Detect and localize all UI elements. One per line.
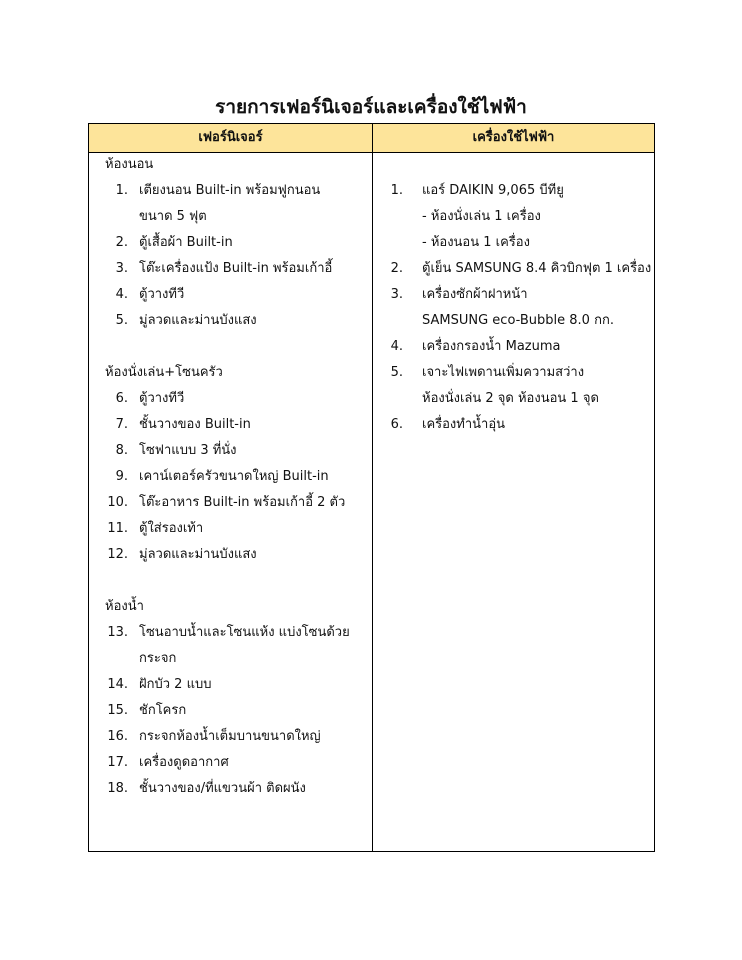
item-number: 3.: [390, 287, 403, 302]
list-item: กระจก: [139, 651, 177, 666]
list-item: เตียงนอน Built-in พร้อมฟูกนอน: [139, 183, 321, 198]
list-item: - ห้องนั่งเล่น 1 เครื่อง: [422, 209, 541, 224]
list-item: - ห้องนอน 1 เครื่อง: [422, 235, 530, 250]
item-number: 6.: [390, 417, 403, 432]
item-number: 18.: [107, 781, 128, 796]
list-item: เครื่องทำน้ำอุ่น: [422, 417, 506, 432]
item-number: 13.: [107, 625, 128, 640]
items-table: [88, 123, 655, 852]
list-item: โต๊ะเครื่องแป้ง Built-in พร้อมเก้าอี้: [139, 261, 333, 276]
list-item: โซฟาแบบ 3 ที่นั่ง: [139, 443, 237, 458]
item-number: 10.: [107, 495, 128, 510]
item-number: 9.: [115, 469, 128, 484]
list-item: ตู้ใส่รองเท้า: [139, 521, 204, 536]
list-item: ตู้วางทีวี: [139, 287, 185, 302]
list-item: ชักโครก: [139, 703, 187, 718]
page-title: รายการเฟอร์นิเจอร์และเครื่องใช้ไฟฟ้า: [215, 96, 527, 118]
list-item: ห้องนั่งเล่น 2 จุด ห้องนอน 1 จุด: [422, 391, 599, 406]
list-item: ชั้นวางของ/ที่แขวนผ้า ติดผนัง: [139, 781, 306, 796]
list-item: ตู้เย็น SAMSUNG 8.4 คิวบิกฟุต 1 เครื่อง: [422, 261, 652, 276]
item-number: 4.: [115, 287, 128, 302]
item-number: 8.: [115, 443, 128, 458]
header-appliances: เครื่องใช้ไฟฟ้า: [472, 130, 555, 145]
list-item: เคาน์เตอร์ครัวขนาดใหญ่ Built-in: [139, 469, 329, 484]
list-item: ชั้นวางของ Built-in: [139, 417, 251, 432]
list-item: แอร์ DAIKIN 9,065 บีทียู: [422, 183, 564, 198]
list-item: ฝักบัว 2 แบบ: [139, 677, 212, 692]
list-item: ตู้เสื้อผ้า Built-in: [139, 235, 233, 250]
header-furniture: เฟอร์นิเจอร์: [198, 130, 263, 145]
item-number: 6.: [115, 391, 128, 406]
list-item: มู่ลวดและม่านบังแสง: [139, 547, 257, 562]
list-item: ขนาด 5 ฟุต: [139, 209, 207, 224]
list-item: โต๊ะอาหาร Built-in พร้อมเก้าอี้ 2 ตัว: [139, 495, 346, 510]
list-item: กระจกห้องน้ำเต็มบานขนาดใหญ่: [139, 729, 321, 744]
item-number: 1.: [390, 183, 403, 198]
list-item: ตู้วางทีวี: [139, 391, 185, 406]
item-number: 1.: [115, 183, 128, 198]
list-item: โซนอาบน้ำและโซนแห้ง แบ่งโซนด้วย: [139, 625, 350, 640]
item-number: 3.: [115, 261, 128, 276]
list-item: มู่ลวดและม่านบังแสง: [139, 313, 257, 328]
item-number: 15.: [107, 703, 128, 718]
section-heading: ห้องนั่งเล่น+โซนครัว: [105, 365, 223, 380]
column-divider: [372, 124, 373, 851]
item-number: 2.: [390, 261, 403, 276]
list-item: เจาะไฟเพดานเพิ่มความสว่าง: [422, 365, 585, 380]
item-number: 5.: [115, 313, 128, 328]
item-number: 4.: [390, 339, 403, 354]
item-number: 16.: [107, 729, 128, 744]
list-item: SAMSUNG eco-Bubble 8.0 กก.: [422, 313, 614, 328]
list-item: เครื่องกรองน้ำ Mazuma: [422, 339, 561, 354]
item-number: 7.: [115, 417, 128, 432]
item-number: 17.: [107, 755, 128, 770]
list-item: เครื่องซักผ้าฝาหน้า: [422, 287, 528, 302]
section-heading: ห้องนอน: [105, 157, 154, 172]
item-number: 11.: [107, 521, 128, 536]
item-number: 14.: [107, 677, 128, 692]
section-heading: ห้องน้ำ: [105, 599, 144, 614]
item-number: 2.: [115, 235, 128, 250]
list-item: เครื่องดูดอากาศ: [139, 755, 229, 770]
item-number: 12.: [107, 547, 128, 562]
item-number: 5.: [390, 365, 403, 380]
